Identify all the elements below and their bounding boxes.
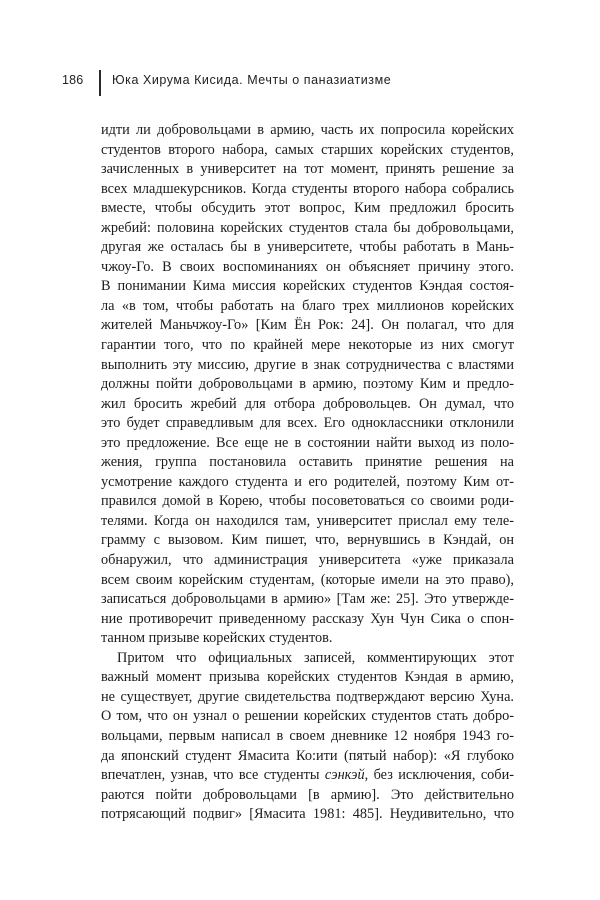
text-line: должны пойти добровольцами в армию, поэтому Ким и предло-: [101, 376, 514, 393]
page-header: [0, 70, 600, 96]
text-line: вместе, чтобы обсудить этот вопрос, Ким предложил бросить: [101, 200, 514, 217]
text-line: жил бросить жребий для отбора добровольцев. Он думал, что: [101, 395, 514, 412]
text-line: да японский студент Ямасита Ко:ити (пятый набор): «Я глубоко: [101, 747, 514, 764]
text-line: другая же осталась бы в университете, чтобы работать в Мань-: [101, 239, 514, 256]
text-line: Притом что официальных записей, комментирующих этот: [117, 649, 514, 666]
text-line: зачисленных в университет на тот момент, принять решение за: [101, 161, 514, 178]
text-line: правился домой в Корею, чтобы посоветоваться со своими роди-: [101, 493, 514, 510]
text-line: ние противоречит приведенному рассказу Хун Чун Сика о спон-: [101, 610, 514, 627]
paragraph-1: [101, 121, 514, 649]
text-line: танном призыве корейских студентов.: [101, 630, 333, 647]
text-line: жителей Маньчжоу-Го» [Ким Ён Рок: 24]. Он полагал, что для: [101, 317, 514, 334]
text-line: обнаружил, что администрация университета «уже приказала: [101, 552, 514, 569]
text-line: выполнить эту миссию, другие в знак сотрудничества с властями: [101, 356, 514, 373]
text-line: жребий: половина корейских студентов стала бы добровольцами,: [101, 219, 514, 236]
text-line: грамму с вызовом. Ким пишет, что, вернувшись в Кэндай, он: [101, 532, 514, 549]
text-line: вольцами, первым написал в своем дневнике 12 ноября 1943 го-: [101, 727, 514, 744]
text-line: это предложение. Все еще не в состоянии найти выход из поло-: [101, 434, 514, 451]
text-line: всем своим корейским студентам, (которые имели на это право),: [101, 571, 514, 588]
text-line: записаться добровольцами в армию» [Там же: 25]. Это утвержде-: [101, 591, 514, 608]
text-line: О том, что он узнал о решении корейских студентов стать добро-: [101, 708, 514, 725]
text-line-head: впечатлен, узнав, что все студенты: [101, 767, 325, 784]
text-line: раются пойти добровольцами [в армию]. Это действительно: [101, 786, 514, 803]
text-line: ла «в том, чтобы работать на благо трех миллионов корейских: [101, 297, 514, 314]
text-line: телями. Когда он находился там, университет прислал ему теле-: [101, 512, 514, 529]
text-line-tail: , без исключения, соби-: [364, 767, 514, 784]
text-line: чжоу-Го. В своих воспоминаниях он объясняет причину этого.: [101, 258, 514, 275]
running-title: Юка Хирума Кисида. Мечты о паназиатизме: [112, 73, 392, 87]
text-line: В понимании Кима миссия корейских студентов Кэндая состоя-: [101, 278, 514, 295]
text-line: гарантии того, что по крайней мере некоторые из них смогут: [101, 337, 514, 354]
text-line: потрясающий подвиг» [Ямасита 1981: 485]. Неудивительно, что: [101, 806, 514, 823]
body-text: [101, 121, 514, 825]
text-line: жения, группа постановила оставить принятие решения на: [101, 454, 514, 471]
text-line: идти ли добровольцами в армию, часть их попросила корейских: [101, 122, 514, 138]
text-line: [101, 766, 514, 786]
text-line: всех младшекурсников. Когда студенты второго набора собрались: [101, 180, 514, 197]
italic-term: сэнкэй: [324, 767, 365, 784]
text-line: студентов второго набора, самых старших корейских студентов,: [101, 141, 514, 158]
paragraph-2: [101, 649, 514, 825]
text-line: это будет справедливым для всех. Его одноклассники отклонили: [101, 415, 514, 432]
text-line: важный момент призыва корейских студентов Кэндая в армию,: [101, 669, 514, 686]
text-line: усмотрение каждого студента и его родителей, поэтому Ким от-: [101, 473, 514, 490]
header-divider: [99, 70, 101, 96]
page-number: 186: [62, 73, 84, 87]
text-line: не существует, другие свидетельства подтверждают версию Хуна.: [101, 688, 514, 705]
